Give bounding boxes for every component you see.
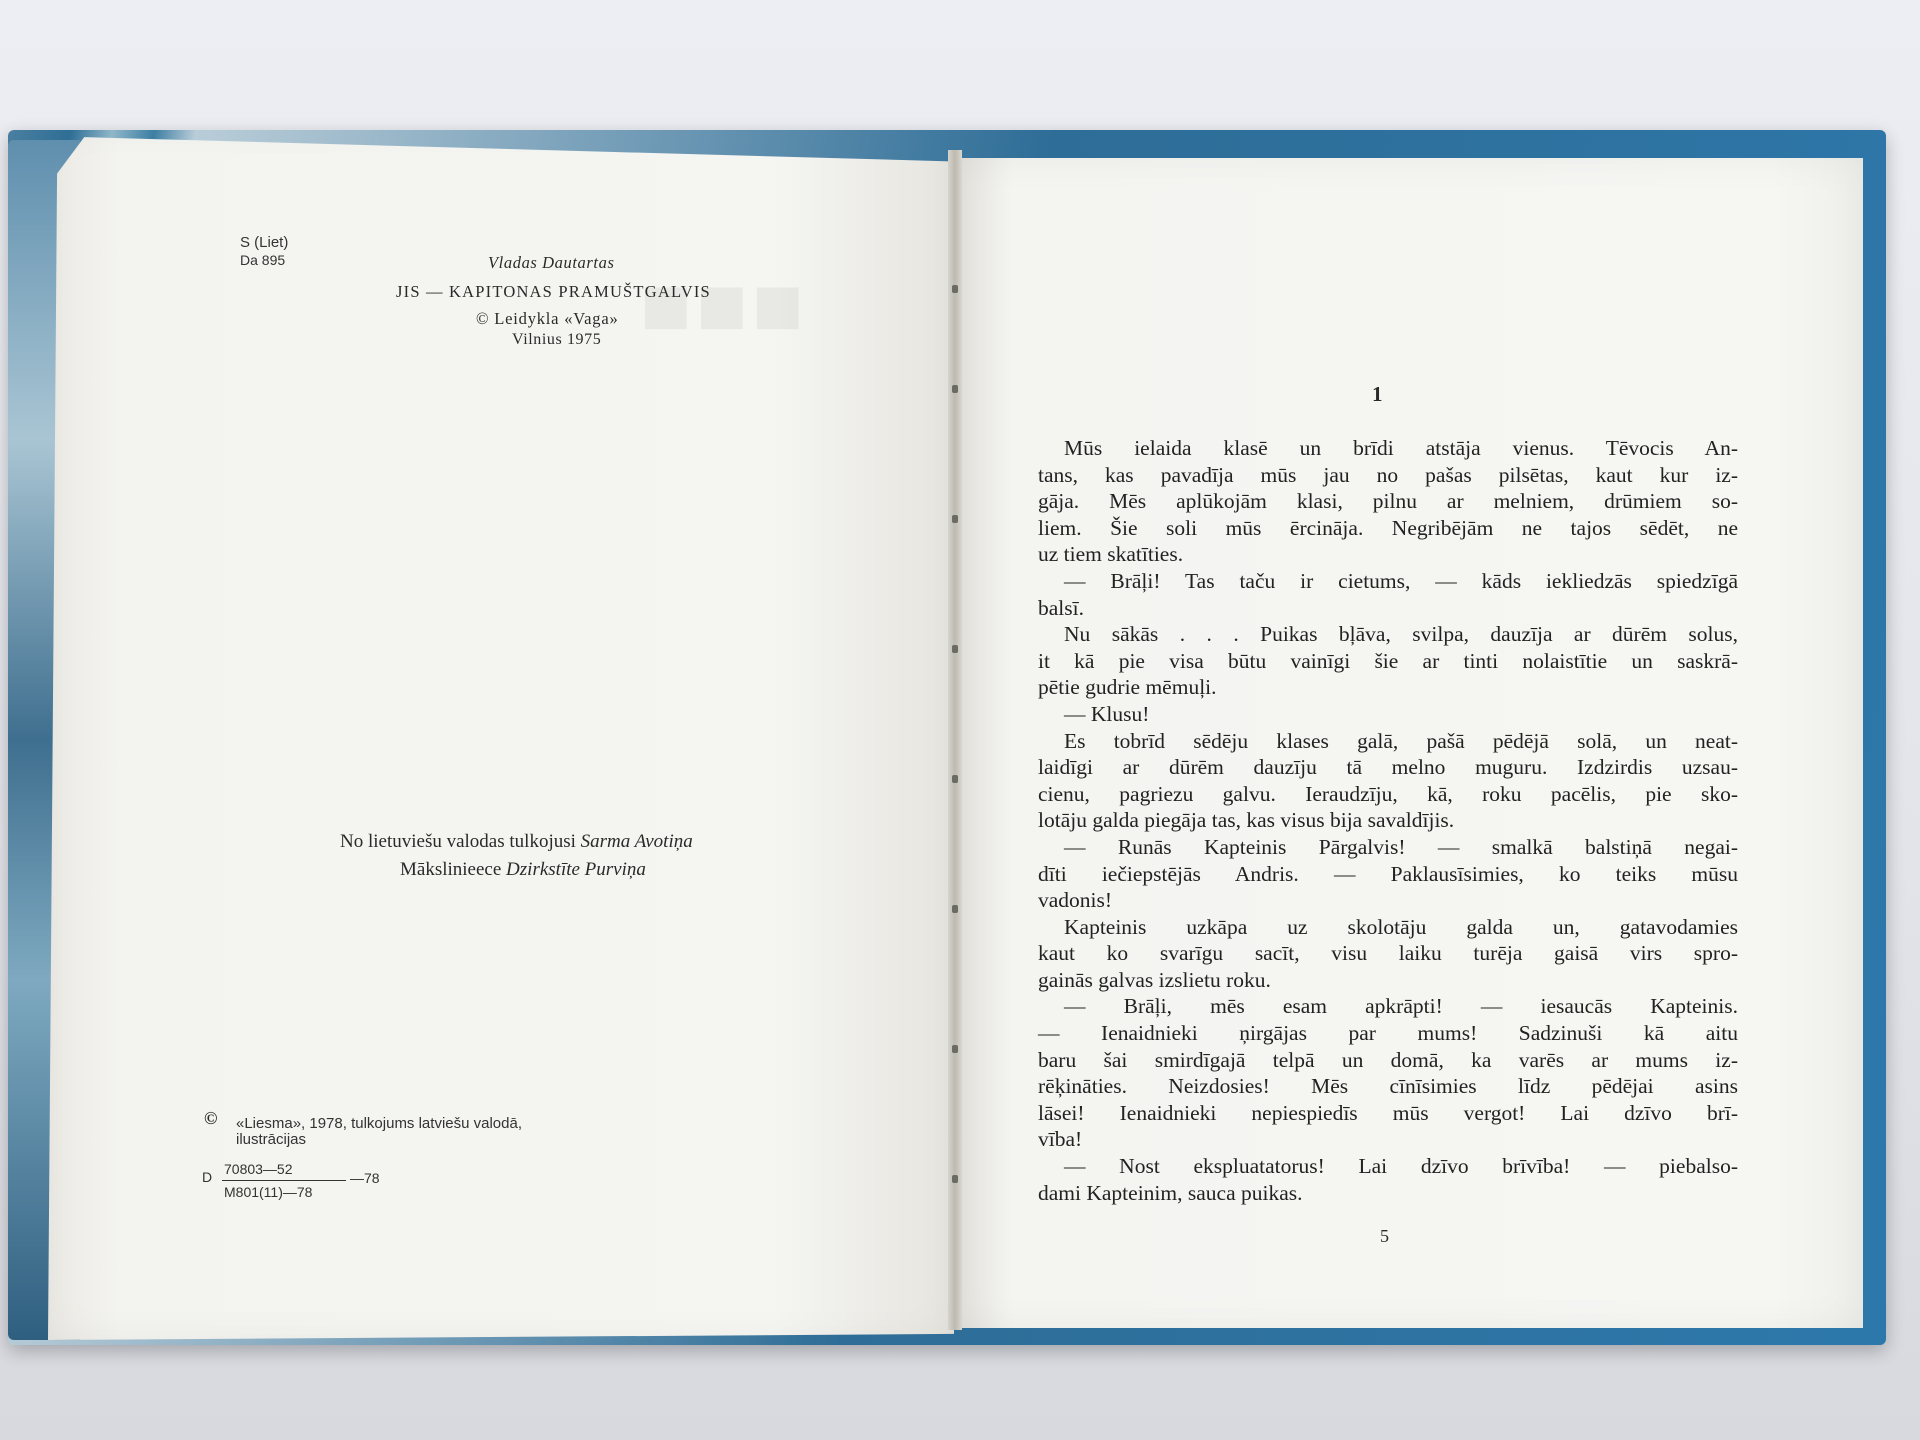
original-author: Vladas Dautartas [488, 253, 615, 272]
original-title: JIS — KAPITONAS PRAMUŠTGALVIS [396, 282, 711, 301]
spine-stitch [952, 515, 958, 523]
copyright-line-1: «Liesma», 1978, tulkojums latviešu valodā, [236, 1115, 522, 1132]
classification-numerator: 70803—52 [224, 1161, 293, 1177]
text-line: it kā pie visa būtu vainīgi šie ar tinti nolaistītie un saskrā- [1038, 648, 1738, 673]
text-line: Nu sākās . . . Puikas bļāva, svilpa, dauzīja ar dūrēm solus, [1064, 622, 1738, 647]
text-line: liem. Šie soli mūs ērcināja. Negribējām ne tajos sēdēt, ne [1038, 515, 1738, 540]
spine-stitch [952, 645, 958, 653]
text-line: cienu, pagriezu galvu. Ieraudzīju, kā, roku pacēlis, pie sko- [1038, 781, 1738, 806]
text-line: pētie gudrie mēmuļi. [1038, 675, 1217, 700]
text-line: Es tobrīd sēdēju klases galā, pašā pēdējā solā, un neat- [1064, 728, 1738, 753]
translation-credit [340, 831, 693, 853]
chapter-number: 1 [1372, 382, 1383, 406]
text-line: vadonis! [1038, 888, 1113, 913]
classification-suffix: —78 [350, 1170, 380, 1186]
catalog-number: Da 895 [240, 252, 286, 268]
left-page [48, 125, 954, 1340]
classification-prefix: D [202, 1169, 213, 1185]
text-line: dami Kapteinim, sauca puikas. [1038, 1180, 1303, 1205]
text-line: tans, kas pavadīja mūs jau no pašas pilsētas, kaut kur iz- [1038, 462, 1738, 487]
translator-name: Sarma Avotiņa [580, 831, 693, 852]
text-line: uz tiem skatīties. [1038, 542, 1184, 567]
text-line: — Ienaidnieki ņirgājas par mums! Sadzinuši kā aitu [1038, 1021, 1738, 1046]
original-city-year: Vilnius 1975 [512, 331, 602, 348]
artist-name: Dzirkstīte Purviņa [506, 859, 646, 880]
fraction-bar [222, 1180, 346, 1181]
text-line: Kapteinis uzkāpa uz skolotāju galda un, gatavodamies [1064, 914, 1738, 939]
text-line: laidīgi ar dūrēm dauzīju tā melno muguru. Izdzirdis uzsau- [1038, 755, 1738, 780]
text-line: — Nost ekspluatatorus! Lai dzīvo brīvība! — piebalso- [1064, 1154, 1738, 1179]
copyright-line-2: ilustrācijas [236, 1131, 307, 1148]
page-number: 5 [1380, 1226, 1389, 1246]
translation-prefix: No lietuviešu valodas tulkojusi [340, 831, 576, 852]
spine-stitch [952, 775, 958, 783]
text-line: gāja. Mēs aplūkojām klasi, pilnu ar melniem, drūmiem so- [1038, 489, 1738, 514]
show-through-shadow: ■■■ [640, 257, 808, 353]
text-line: rēķināties. Neizdosies! Mēs cīnīsimies līdz pēdējai asins [1038, 1074, 1738, 1099]
text-line: lotāju galda piegāja tas, kas visus bija savaldījis. [1038, 808, 1455, 833]
text-line: — Brāļi, mēs esam apkrāpti! — iesaucās Kapteinis. [1064, 994, 1738, 1019]
catalog-code: S (Liet) [240, 234, 289, 251]
artist-prefix: Mākslinieece [400, 859, 502, 880]
text-line: — Brāļi! Tas taču ir cietums, — kāds iekliedzās spiedzīgā [1064, 568, 1738, 593]
original-publisher: © Leidykla «Vaga» [476, 309, 619, 328]
text-line: Mūs ielaida klasē un brīdi atstāja vienus. Tēvocis An- [1064, 436, 1738, 460]
text-line: balsī. [1038, 595, 1084, 620]
text-line: — Klusu! [1064, 701, 1150, 726]
book-spine [948, 150, 962, 1330]
spine-stitch [952, 1045, 958, 1053]
artist-credit [400, 859, 646, 881]
text-line: kaut ko svarīgu sacīt, visu laiku turēja gaisā virs spro- [1038, 941, 1738, 966]
text-line: lāsei! Ienaidnieki nepiespiedīs mūs vergot! Lai dzīvo brī- [1038, 1100, 1738, 1125]
spine-stitch [952, 385, 958, 393]
text-line: vība! [1038, 1127, 1083, 1152]
text-line: baru šai smirdīgajā telpā un domā, ka varēs ar mums iz- [1038, 1047, 1738, 1072]
text-line: gainās galvas izslietu roku. [1038, 967, 1271, 992]
text-line: — Runās Kapteinis Pārgalvis! — smalkā balstiņā negai- [1064, 834, 1738, 859]
chapter-body-text [1038, 435, 1738, 1206]
spine-stitch [952, 285, 958, 293]
spine-stitch [952, 1175, 958, 1183]
text-line: dīti iečiepstējās Andris. — Paklausīsimies, ko teiks mūsu [1038, 861, 1738, 886]
copyright-symbol: © [204, 1108, 218, 1128]
spine-stitch [952, 905, 958, 913]
classification-denominator: M801(11)—78 [224, 1184, 313, 1200]
